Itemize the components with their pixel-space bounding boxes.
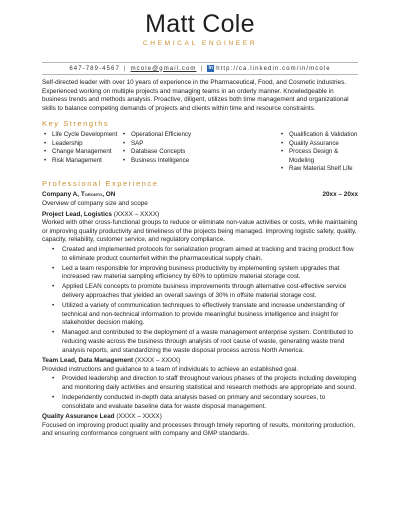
candidate-name: Matt Cole xyxy=(145,10,255,38)
role-bullets xyxy=(42,246,358,355)
strength-item: • Process Design & Modeling xyxy=(289,148,358,165)
summary-paragraph: Self-directed leader with over 10 years of experience in the Pharmaceutical, Food, and Cosmetic industries. Experienced working on multiple projects and managing teams in an orderly manner. Knowledgeable in business trends and methods analysis. Proactive, diligent, utilizes both time management and organizational skills to balance competing demands of projects and clients within time and resource constraints. xyxy=(42,79,349,112)
role-title-line xyxy=(42,413,358,422)
role-title: Quality Assurance Lead xyxy=(42,413,115,421)
role-dates: (XXXX – XXXX) xyxy=(113,210,160,218)
header-divider-bottom xyxy=(42,74,358,75)
strength-item: • Change Management xyxy=(52,148,121,156)
company-header xyxy=(42,191,358,200)
role-title-line xyxy=(42,357,358,366)
strength-item: • Quality Assurance xyxy=(289,140,358,148)
achievement-bullet: • Provided leadership and direction to staff throughout various phases of the projects including developing and monitoring daily activities and ensuring statistical and research methods are appropriate and sound. xyxy=(62,375,358,392)
email-link[interactable]: mcole@gmail.com xyxy=(130,65,197,72)
achievement-bullet: • Applied LEAN concepts to promote business improvements through alternative cost-effective service delivery approaches that yielded an overall savings of 30% in offsite material storage cost. xyxy=(62,283,358,300)
company-dates: 20xx – 20xx xyxy=(322,191,358,199)
role-description: Worked with other cross-functional groups to reduce or eliminate non-value activities or costs, while maintaining or improving quality productivity and timeliness of the projects being managed. Improving logistic safety, quality, capacity, reliability, customer service, and regulatory compliance. xyxy=(42,219,358,244)
role-title-line xyxy=(42,211,358,220)
contact-separator: | xyxy=(123,65,127,72)
strength-item: • Business Intelligence xyxy=(131,157,279,165)
linkedin-link[interactable]: http://ca.linkedin.com/in/mcole xyxy=(216,65,331,72)
phone-number: 647-789-4567 xyxy=(69,65,120,72)
contact-separator: | xyxy=(200,65,204,72)
contact-bar xyxy=(42,63,358,74)
strength-item: • Leadership xyxy=(52,140,121,148)
strength-item: • SAP xyxy=(131,140,279,148)
strength-item: • Operational Efficiency xyxy=(131,131,279,139)
section-title-experience: Professional Experience xyxy=(42,179,159,189)
role-description: Focused on improving product quality and processes through timely reporting of results, monitoring production, and ensuring conformance congruent with company and GMP standards. xyxy=(42,421,355,438)
role-title: Team Lead, Data Management xyxy=(42,357,134,365)
achievement-bullet: • Independently conducted in-depth data analysis based on primary and secondary sources, to consolidate and evaluate baseline data for waste disposal management. xyxy=(62,394,358,411)
candidate-role: CHEMICAL ENGINEER xyxy=(142,40,258,47)
strengths-column xyxy=(42,131,121,173)
role-dates: (XXXX – XXXX) xyxy=(116,413,162,421)
role-dates: (XXXX – XXXX) xyxy=(134,357,181,365)
achievement-bullet: • Led a team responsible for improving business productivity by implementing system upgrades that increased raw material sampling efficiency by 60% to optimize material storage cost. xyxy=(62,265,358,282)
strength-item: • Risk Management xyxy=(52,157,121,165)
strength-item: • Raw Material Shelf Life xyxy=(289,165,358,173)
strengths-column xyxy=(279,131,358,173)
section-title-strengths: Key Strengths xyxy=(42,119,110,129)
strengths-grid xyxy=(42,131,358,173)
strength-item: • Life Cycle Development xyxy=(52,131,121,139)
linkedin-icon: in xyxy=(208,65,213,71)
role-title: Project Lead, Logistics xyxy=(42,210,112,218)
role-description: Provided instructions and guidance to a team of individuals to achieve an established goal. xyxy=(42,365,299,373)
achievement-bullet: • Utilized a variety of communication techniques to effectively translate and increase understanding of technical and non-technical information to provide meaningful business intelligence and insight for stakeholder decision making. xyxy=(62,302,358,328)
achievement-bullet: • Created and implemented protocols for serialization program aimed at tracking and tracing product flow to eliminate product counterfeit within the pharmaceutical supply chain. xyxy=(62,246,358,263)
strengths-column xyxy=(121,131,279,173)
achievement-bullet: • Managed and contributed to the deployment of a waste management enterprise system. Contributed to reducing waste across the business through analysis of root cause of waste, generating waste trend analysis reports, and standardizing the waste disposal process across North America. xyxy=(62,329,358,355)
company-line xyxy=(42,191,115,200)
strength-item: • Database Concepts xyxy=(131,148,279,156)
strength-item: • Qualification & Validation xyxy=(289,131,358,139)
company-overview: Overview of company size and scope xyxy=(42,200,148,207)
role-bullets xyxy=(42,375,358,411)
company-name: Company A, xyxy=(42,191,80,199)
company-location: Toronto, ON xyxy=(80,191,116,199)
